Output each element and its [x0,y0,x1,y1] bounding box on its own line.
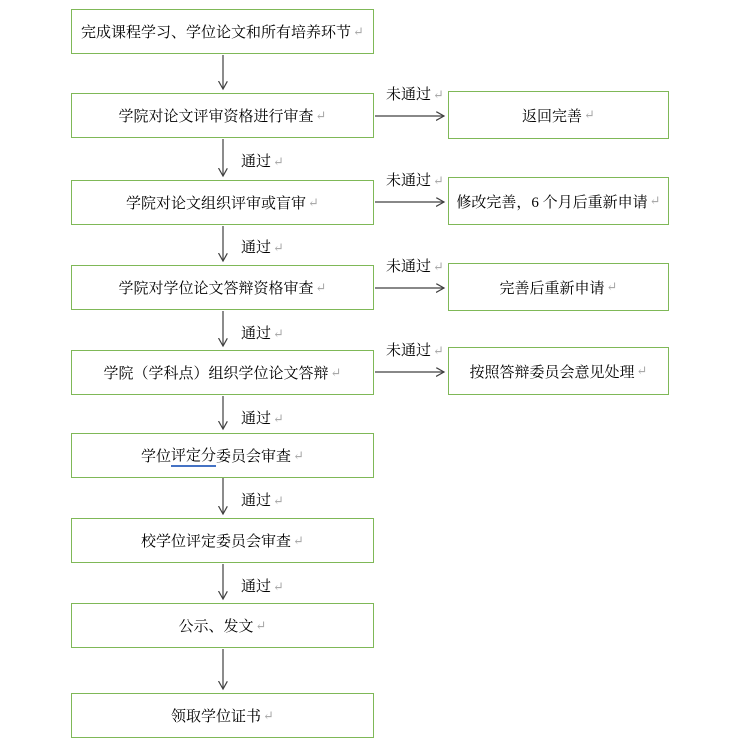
fail-step-label: 完善后重新申请 [499,280,605,297]
return-mark: ↵ [263,707,274,723]
fail-step-label: 按照答辩委员会意见处理 [469,364,635,381]
step-complete-training [71,9,374,54]
return-mark: ↵ [273,154,284,169]
fail-label-4 [386,339,444,360]
return-mark: ↵ [293,447,304,463]
pass-text: 通过 [241,493,272,509]
pass-text: 通过 [241,411,272,427]
pass-label-3 [241,322,284,343]
step-label: 学院对论文评审资格进行审查 [118,109,314,125]
fail-label-2 [386,169,444,190]
pass-label-1 [241,150,284,171]
fail-text: 未通过 [386,343,432,359]
fail-return-improve [448,91,669,139]
return-mark: ↵ [433,87,444,102]
return-mark: ↵ [584,107,595,122]
step-label: 领取学位证书 [171,709,262,725]
step-defense-qualification-check [71,265,374,310]
step-label-suffix: 委员会审查 [216,449,292,465]
fail-step-label: 修改完善，6 个月后重新申请 [456,194,648,211]
return-mark: ↵ [433,343,444,358]
return-mark: ↵ [315,279,327,295]
pass-text: 通过 [241,579,272,595]
return-mark: ↵ [273,579,284,594]
return-mark: ↵ [649,193,661,208]
fail-label-3 [386,255,444,276]
fail-text: 未通过 [386,173,432,189]
fail-text: 未通过 [386,87,432,103]
pass-label-4 [241,407,284,428]
step-label: 完成课程学习、学位论文和所有培养环节 [81,25,352,41]
step-university-committee-review [71,518,374,563]
fail-text: 未通过 [386,259,432,275]
return-mark: ↵ [273,240,284,255]
step-sub-committee-review [71,433,374,478]
return-mark: ↵ [433,173,444,188]
return-mark: ↵ [353,23,364,39]
return-mark: ↵ [315,107,327,123]
return-mark: ↵ [293,532,304,548]
return-mark: ↵ [606,279,618,294]
pass-label-5 [241,489,284,510]
step-label-prefix: 学位 [141,449,172,465]
fail-reapply-after-improve [448,263,669,311]
return-mark: ↵ [636,363,648,378]
step-announcement-publication [71,603,374,648]
step-review-qualification-check [71,93,374,138]
pass-label-2 [241,236,284,257]
return-mark: ↵ [308,194,319,210]
fail-reapply-6-months [448,177,669,225]
return-mark: ↵ [273,326,284,341]
return-mark: ↵ [273,411,284,426]
step-thesis-defense [71,350,374,395]
fail-step-label: 返回完善 [522,108,583,125]
return-mark: ↵ [255,617,267,633]
step-label: 校学位评定委员会审查 [141,534,292,550]
pass-label-6 [241,575,284,596]
fail-label-1 [386,83,444,104]
step-label: 学院对论文组织评审或盲审 [126,196,307,212]
return-mark: ↵ [330,364,342,380]
step-label: 学院对学位论文答辩资格审查 [118,281,314,297]
step-label: 公示、发文 [178,619,254,635]
step-receive-certificate [71,693,374,738]
return-mark: ↵ [433,259,444,274]
fail-committee-opinion [448,347,669,395]
step-label-underlined: 评定分 [171,444,216,467]
pass-text: 通过 [241,240,272,256]
pass-text: 通过 [241,326,272,342]
return-mark: ↵ [273,493,284,508]
pass-text: 通过 [241,154,272,170]
step-thesis-review-or-blind [71,180,374,225]
step-label: 学院（学科点）组织学位论文答辩 [103,366,329,382]
